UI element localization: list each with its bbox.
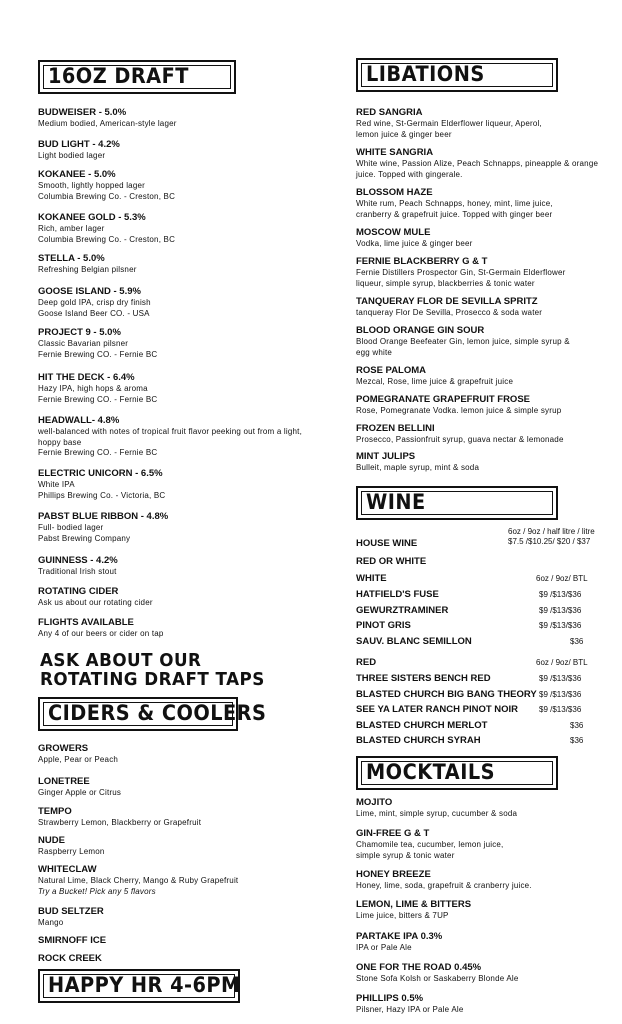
list-item: [38, 906, 308, 929]
item-name: BUD LIGHT - 4.2%: [38, 139, 120, 150]
item-description: Fernie Brewing CO. - Fernie BC: [38, 448, 158, 457]
wine-row: [356, 673, 618, 687]
list-item: [38, 415, 308, 459]
wine-name: PINOT GRIS: [356, 620, 411, 631]
wine-row: [356, 636, 618, 650]
list-item: [38, 555, 308, 578]
item-name: HONEY BREEZE: [356, 869, 431, 880]
item-name: GOOSE ISLAND - 5.9%: [38, 286, 141, 297]
item-name: FERNIE BLACKBERRY G & T: [356, 256, 488, 267]
item-name: HIT THE DECK - 6.4%: [38, 372, 135, 383]
item-description: Medium bodied, American-style lager: [38, 119, 177, 128]
item-description: Fernie Brewing CO. - Fernie BC: [38, 349, 158, 359]
item-name: PHILLIPS 0.5%: [356, 993, 424, 1004]
item-description: Stone Sofa Kolsh or Saskaberry Blonde Ale: [356, 974, 519, 983]
item-description: Deep gold IPA, crisp dry finish: [38, 298, 151, 307]
list-item: [356, 962, 618, 985]
item-name: TANQUERAY FLOR DE SEVILLA SPRITZ: [356, 296, 538, 307]
item-description: Lime juice, bitters & 7UP: [356, 911, 449, 920]
item-name: WHITECLAW: [38, 864, 97, 875]
item-description: Red wine, St-Germain Elderflower liqueur, Aperol,: [356, 119, 542, 128]
list-item: [38, 169, 308, 202]
red-or-white-label: RED OR WHITE: [356, 556, 427, 567]
wine-price: $9 /$13/$36: [539, 689, 582, 699]
mocktails-header-box: [356, 756, 558, 790]
wine-name: HATFIELD'S FUSE: [356, 589, 439, 600]
item-description: Mango: [38, 918, 64, 927]
item-description: Fernie Distillers Prospector Gin, St-Germain Elderflower: [356, 268, 566, 277]
item-name: SMIRNOFF ICE: [38, 935, 107, 946]
item-description: White wine, Passion Alize, Peach Schnapps, pineapple & orange: [356, 159, 599, 168]
list-item: [38, 327, 308, 360]
list-item: [356, 451, 618, 474]
list-item: [356, 423, 618, 446]
list-item: [38, 286, 308, 319]
item-name: BLOOD ORANGE GIN SOUR: [356, 325, 485, 336]
list-item: [38, 864, 308, 897]
item-description: White rum, Peach Schnapps, honey, mint, lime juice,: [356, 199, 553, 208]
item-description: Rich, amber lager: [38, 224, 105, 233]
list-item: [38, 212, 308, 245]
wine-price: $36: [570, 720, 584, 730]
item-description: Lime, mint, simple syrup, cucumber & soda: [356, 809, 518, 818]
item-description: Full- bodied lager: [38, 523, 104, 532]
item-description: Honey, lime, soda, grapefruit & cranberry juice.: [356, 881, 532, 890]
list-item: [38, 935, 308, 947]
item-name: KOKANEE - 5.0%: [38, 169, 116, 180]
item-description: Mezcal, Rose, lime juice & grapefruit juice: [356, 377, 514, 386]
item-name: PROJECT 9 - 5.0%: [38, 327, 121, 338]
house-wine-prices: $7.5 /$10.25/ $20 / $37: [508, 537, 591, 546]
list-item: [356, 147, 618, 180]
list-item: [38, 468, 308, 501]
item-description: Bulleit, maple syrup, mint & soda: [356, 463, 480, 472]
item-name: GUINNESS - 4.2%: [38, 555, 118, 566]
ciders-header-box: [38, 697, 267, 731]
item-description: Vodka, lime juice & ginger beer: [356, 239, 473, 248]
list-item: [38, 107, 308, 130]
wine-row: [356, 735, 618, 749]
item-description: Classic Bavarian pilsner: [38, 339, 129, 348]
draft-title: 16OZ DRAFT: [48, 64, 189, 88]
list-item: [38, 743, 308, 766]
list-item: [356, 256, 618, 289]
list-item: [38, 372, 308, 405]
item-name: WHITE SANGRIA: [356, 147, 434, 158]
item-description: Hazy IPA, high hops & aroma: [38, 384, 148, 393]
item-name: GIN-FREE G & T: [356, 828, 430, 839]
item-description: Pilsner, Hazy IPA or Pale Ale: [356, 1005, 464, 1014]
list-item: [38, 617, 308, 640]
wine-row: [356, 704, 618, 718]
wine-name: SEE YA LATER RANCH PINOT NOIR: [356, 704, 519, 715]
item-description: White IPA: [38, 480, 75, 489]
list-item: [356, 797, 618, 820]
item-description: Apple, Pear or Peach: [38, 755, 119, 764]
white-label: WHITE: [356, 573, 387, 584]
list-item: [356, 365, 618, 388]
item-description: Ginger Apple or Citrus: [38, 788, 122, 797]
item-description: liqueur, simple syrup, blackberries & tonic water: [356, 278, 535, 288]
list-item: [38, 586, 308, 609]
item-name: ONE FOR THE ROAD 0.45%: [356, 962, 482, 973]
list-item: [356, 394, 618, 417]
wine-row: [356, 689, 618, 703]
item-note: Try a Bucket! Pick any 5 flavors: [38, 886, 156, 896]
list-item: [356, 869, 618, 892]
item-description: Columbia Brewing Co. - Creston, BC: [38, 234, 176, 244]
item-description: cranberry & grapefruit juice. Topped with ginger beer: [356, 209, 553, 219]
wine-price: $36: [570, 636, 584, 646]
item-description: Phillips Brewing Co. - Victoria, BC: [38, 490, 166, 500]
list-item: [38, 776, 308, 799]
item-name: ROSE PALOMA: [356, 365, 427, 376]
list-item: [356, 325, 618, 358]
libations-header-box: [356, 58, 558, 92]
list-item: [356, 227, 618, 250]
wine-name: GEWURZTRAMINER: [356, 604, 449, 616]
item-name: RED SANGRIA: [356, 107, 423, 118]
list-item: [356, 187, 618, 220]
wine-price: $9 /$13/$36: [539, 621, 582, 630]
wine-name: BLASTED CHURCH BIG BANG THEORY: [356, 688, 537, 700]
item-name: HEADWALL- 4.8%: [38, 415, 120, 426]
red-or-white-row: [356, 556, 618, 570]
item-name: ROTATING CIDER: [38, 586, 119, 597]
wine-row: [356, 589, 618, 603]
red-size-header: 6oz / 9oz/ BTL: [536, 658, 588, 667]
item-name: TEMPO: [38, 806, 72, 817]
item-name: NUDE: [38, 835, 65, 846]
item-description: Blood Orange Beefeater Gin, lemon juice, simple syrup &: [356, 337, 570, 346]
item-description: egg white: [356, 347, 393, 357]
item-description: IPA or Pale Ale: [356, 943, 412, 952]
mocktails-title: MOCKTAILS: [366, 760, 495, 784]
wine-price: $9 /$13/$36: [539, 674, 582, 683]
item-name: MOJITO: [356, 797, 393, 808]
item-description: juice. Topped with gingerale.: [356, 169, 463, 179]
list-item: [38, 953, 308, 965]
item-description: Smooth, lightly hopped lager: [38, 181, 145, 190]
item-description: Fernie Brewing CO. - Fernie BC: [38, 394, 158, 404]
item-description: Strawberry Lemon, Blackberry or Grapefruit: [38, 818, 202, 827]
item-description: Ask us about our rotating cider: [38, 598, 153, 607]
red-label: RED: [356, 657, 377, 668]
item-name: ROCK CREEK: [38, 953, 102, 964]
item-name: BUDWEISER - 5.0%: [38, 107, 127, 118]
wine-price: $9 /$13/$36: [539, 605, 582, 615]
wine-title: WINE: [366, 490, 426, 514]
list-item: [356, 296, 618, 319]
item-name: KOKANEE GOLD - 5.3%: [38, 212, 146, 223]
white-size-header: 6oz / 9oz/ BTL: [536, 574, 588, 583]
item-description: Light bodied lager: [38, 151, 106, 160]
item-name: LEMON, LIME & BITTERS: [356, 899, 472, 910]
item-description: simple syrup & tonic water: [356, 850, 455, 860]
item-name: FROZEN BELLINI: [356, 423, 435, 434]
item-name: FLIGHTS AVAILABLE: [38, 617, 134, 628]
libations-title: LIBATIONS: [366, 62, 485, 86]
list-item: [356, 107, 618, 140]
list-item: [38, 835, 308, 858]
item-description: Prosecco, Passionfruit syrup, guava nectar & lemonade: [356, 435, 564, 444]
list-item: [356, 993, 618, 1016]
wine-name: SAUV. BLANC SEMILLON: [356, 635, 472, 647]
item-name: PABST BLUE RIBBON - 4.8%: [38, 511, 169, 522]
item-name: STELLA - 5.0%: [38, 253, 105, 264]
list-item: [38, 253, 308, 276]
item-description: Natural Lime, Black Cherry, Mango & Ruby Grapefruit: [38, 876, 239, 885]
draft-header-box: [38, 60, 236, 94]
wine-row: [356, 620, 618, 634]
item-name: BLOSSOM HAZE: [356, 187, 433, 198]
ciders-title: CIDERS & COOLERS: [48, 701, 267, 725]
wine-price: $9 /$13/$36: [539, 705, 582, 714]
house-wine-sizes: 6oz / 9oz / half litre / litre: [508, 527, 595, 536]
item-description: Refreshing Belgian pilsner: [38, 265, 137, 274]
item-description: Any 4 of our beers or cider on tap: [38, 629, 164, 638]
item-name: PARTAKE IPA 0.3%: [356, 931, 443, 942]
item-description: Columbia Brewing Co. - Creston, BC: [38, 191, 176, 201]
wine-name: BLASTED CHURCH SYRAH: [356, 735, 481, 746]
red-header-row: [356, 657, 618, 671]
rotating-line1: ASK ABOUT OUR: [40, 650, 202, 671]
wine-row: [356, 605, 618, 619]
house-wine-label: HOUSE WINE: [356, 538, 418, 549]
item-description: Raspberry Lemon: [38, 847, 105, 856]
item-name: POMEGRANATE GRAPEFRUIT FROSE: [356, 394, 530, 405]
list-item: [38, 806, 308, 829]
item-description: tanqueray Flor De Sevilla, Prosecco & soda water: [356, 308, 543, 317]
wine-row: [356, 720, 618, 734]
happy-hour-box: [38, 969, 240, 1003]
wine-name: THREE SISTERS BENCH RED: [356, 673, 491, 684]
list-item: [38, 511, 308, 544]
item-description: Pabst Brewing Company: [38, 533, 131, 543]
item-description: Goose Island Beer CO. - USA: [38, 308, 150, 318]
wine-price: $36: [570, 736, 584, 745]
item-description: Rose, Pomegranate Vodka. lemon juice & simple syrup: [356, 406, 562, 415]
item-name: GROWERS: [38, 743, 89, 754]
list-item: [356, 931, 618, 954]
list-item: [38, 139, 308, 162]
happy-hour-title: HAPPY HR 4-6PM: [48, 973, 241, 997]
list-item: [356, 828, 618, 861]
item-description: Traditional Irish stout: [38, 567, 117, 576]
item-name: ELECTRIC UNICORN - 6.5%: [38, 468, 163, 479]
rotating-line2: ROTATING DRAFT TAPS: [40, 669, 265, 690]
item-description: Chamomile tea, cucumber, lemon juice,: [356, 840, 504, 849]
item-name: LONETREE: [38, 776, 90, 787]
item-description: well-balanced with notes of tropical fruit flavor peeking out from a light, hoppy base: [38, 427, 303, 447]
list-item: [356, 899, 618, 922]
wine-name: BLASTED CHURCH MERLOT: [356, 719, 488, 731]
white-header-row: [356, 573, 618, 587]
item-name: MINT JULIPS: [356, 451, 416, 462]
wine-header-box: [356, 486, 558, 520]
wine-price: $9 /$13/$36: [539, 590, 582, 599]
item-name: BUD SELTZER: [38, 906, 104, 917]
item-description: lemon juice & ginger beer: [356, 129, 452, 139]
item-name: MOSCOW MULE: [356, 227, 431, 238]
